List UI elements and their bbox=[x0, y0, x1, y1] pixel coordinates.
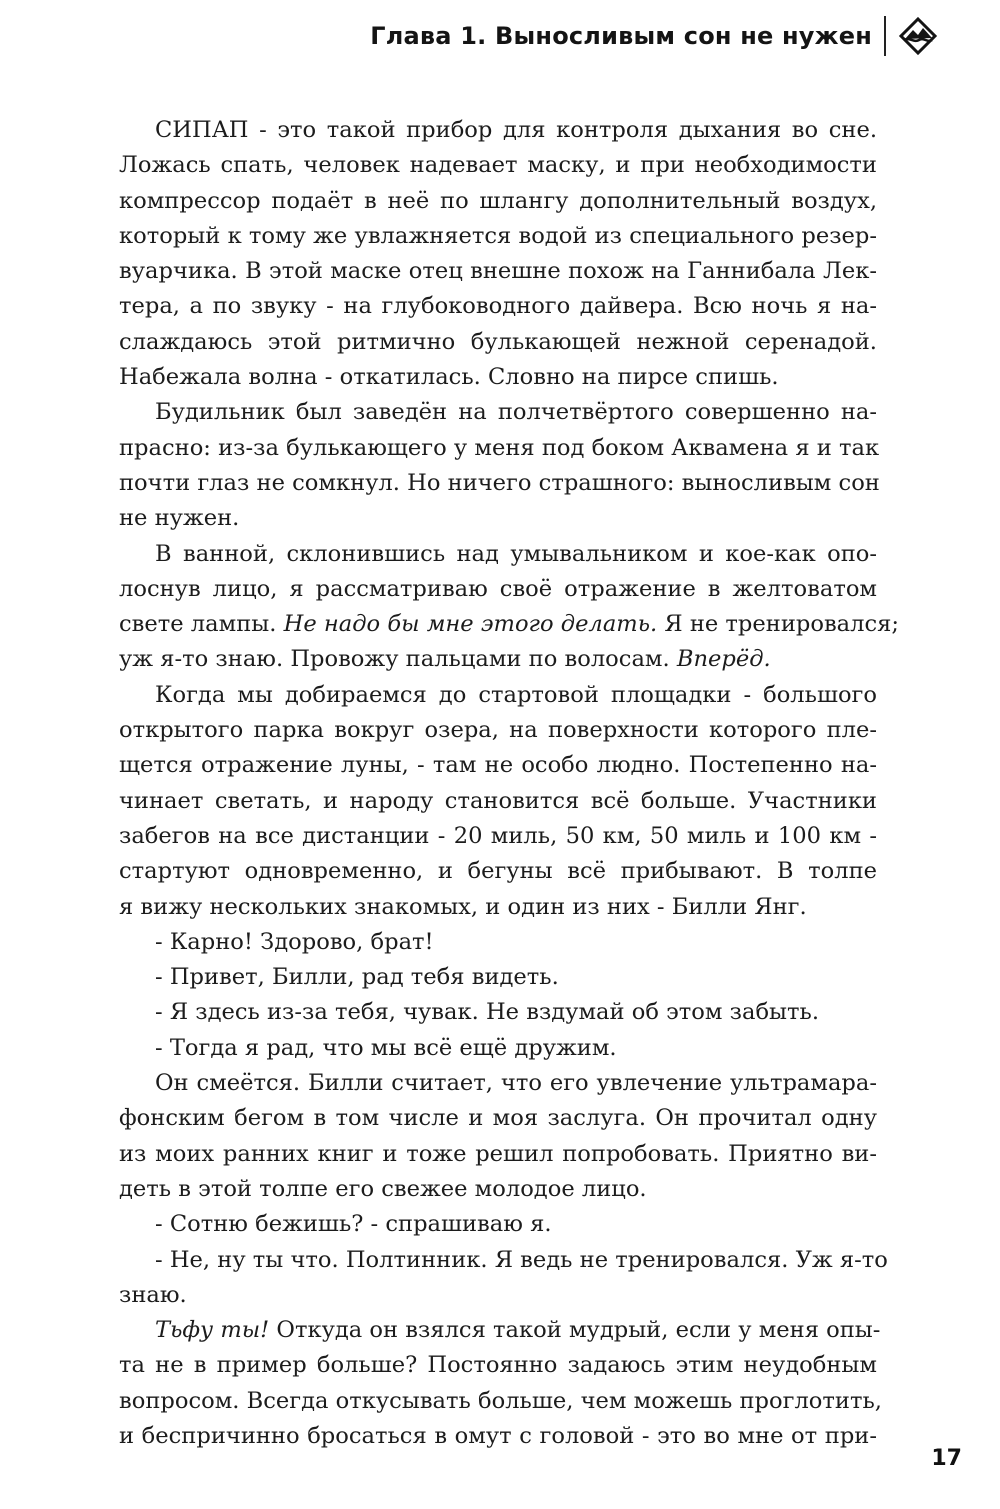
paragraph bbox=[119, 1243, 888, 1314]
text-line bbox=[119, 607, 900, 642]
text-line: Ложась спать, человек надевает маску, и при необходимости bbox=[119, 152, 877, 179]
text-line: Будильник был заведён на полчетвёртого совершенно на- bbox=[155, 399, 877, 426]
text-line: и беспричинно бросаться в омут с головой - это во мне от при- bbox=[119, 1422, 877, 1449]
text-line: забегов на все дистанции - 20 миль, 50 км, 50 миль и 100 км - bbox=[119, 822, 877, 849]
text-line: открытого парка вокруг озера, на поверхности которого пле- bbox=[119, 717, 877, 744]
text-line: я вижу нескольких знакомых, и один из них - Билли Янг. bbox=[119, 893, 807, 920]
text-line: - Я здесь из-за тебя, чувак. Не вздумай об этом забыть. bbox=[155, 999, 820, 1026]
text-span: свете лампы. bbox=[119, 611, 284, 638]
paragraph bbox=[119, 995, 877, 1030]
italic-phrase: Тьфу ты! bbox=[155, 1317, 270, 1344]
text-line: из моих ранних книг и тоже решил попробовать. Приятно ви- bbox=[119, 1140, 877, 1167]
text-line: знаю. bbox=[119, 1281, 187, 1308]
text-line: фонским бегом в том числе и моя заслуга. Он прочитал одну bbox=[119, 1105, 877, 1132]
text-line: не нужен. bbox=[119, 505, 240, 532]
italic-phrase: Не надо бы мне этого делать. bbox=[283, 611, 658, 638]
text-line: деть в этой толпе его свежее молодое лицо. bbox=[119, 1175, 647, 1202]
paragraph bbox=[119, 925, 877, 960]
running-header bbox=[370, 14, 938, 58]
text-line bbox=[119, 642, 877, 677]
paragraph bbox=[119, 1207, 877, 1242]
text-line: чинает светать, и народу становится всё больше. Участники bbox=[119, 787, 877, 814]
mountain-logo-icon bbox=[898, 16, 938, 56]
text-line: - Тогда я рад, что мы всё ещё дружим. bbox=[155, 1034, 617, 1061]
paragraph bbox=[119, 960, 877, 995]
paragraph bbox=[119, 1313, 882, 1454]
text-line: СИПАП - это такой прибор для контроля дыхания во сне. bbox=[155, 117, 877, 143]
text-line: Он смеётся. Билли считает, что его увлечение ультрамара- bbox=[155, 1070, 877, 1097]
text-line: вуарчика. В этой маске отец внешне похож на Ганнибала Лек- bbox=[119, 258, 877, 285]
header-divider bbox=[884, 16, 886, 56]
text-line: лоснув лицо, я рассматриваю своё отражение в желтоватом bbox=[119, 575, 877, 602]
text-line: - Привет, Билли, рад тебя видеть. bbox=[155, 964, 559, 991]
text-span: Откуда он взялся такой мудрый, если у меня опы- bbox=[269, 1317, 881, 1344]
text-line: тера, а по звуку - на глубоководного дайвера. Всю ночь я на- bbox=[119, 293, 877, 320]
italic-phrase: Вперёд. bbox=[676, 646, 771, 673]
text-line: щется отражение луны, - там не особо людно. Постепенно на- bbox=[119, 752, 877, 779]
text-line: Набежала волна - откатилась. Словно на пирсе спишь. bbox=[119, 364, 779, 391]
text-line: слаждаюсь этой ритмично булькающей нежной серенадой. bbox=[119, 328, 877, 355]
text-span: уж я-то знаю. Провожу пальцами по волосам. bbox=[119, 646, 677, 673]
paragraph bbox=[119, 678, 877, 925]
paragraph bbox=[119, 113, 877, 395]
text-line: - Не, ну ты что. Полтинник. Я ведь не тренировался. Уж я-то bbox=[155, 1246, 888, 1273]
text-line: прасно: из-за булькающего у меня под боком Аквамена я и так bbox=[119, 434, 880, 461]
text-line: - Сотню бежишь? - спрашиваю я. bbox=[155, 1211, 552, 1238]
text-line: Когда мы добираемся до стартовой площадки - большого bbox=[155, 681, 877, 708]
chapter-title: Глава 1. Выносливым сон не нужен bbox=[370, 22, 872, 50]
paragraph bbox=[119, 1031, 877, 1066]
text-line: та не в пример больше? Постоянно задаюсь этим неудобным bbox=[119, 1352, 877, 1379]
paragraph bbox=[119, 537, 900, 678]
text-line: - Карно! Здорово, брат! bbox=[155, 928, 434, 955]
text-line: компрессор подаёт в неё по шлангу дополнительный воздух, bbox=[119, 187, 877, 214]
page-body bbox=[119, 113, 900, 1454]
text-line: В ванной, склонившись над умывальником и кое-как опо- bbox=[155, 540, 877, 567]
paragraph bbox=[119, 395, 880, 536]
text-line: почти глаз не сомкнул. Но ничего страшного: выносливым сон bbox=[119, 469, 880, 496]
text-line: стартуют одновременно, и бегуны всё прибывают. В толпе bbox=[119, 858, 877, 885]
text-line bbox=[119, 1313, 881, 1348]
text-line: который к тому же увлажняется водой из специального резер- bbox=[119, 222, 877, 249]
paragraph bbox=[119, 1066, 877, 1207]
text-line: вопросом. Всегда откусывать больше, чем можешь проглотить, bbox=[119, 1387, 882, 1414]
page-number: 17 bbox=[931, 1446, 962, 1471]
text-span: Я не тренировался; bbox=[657, 611, 900, 638]
